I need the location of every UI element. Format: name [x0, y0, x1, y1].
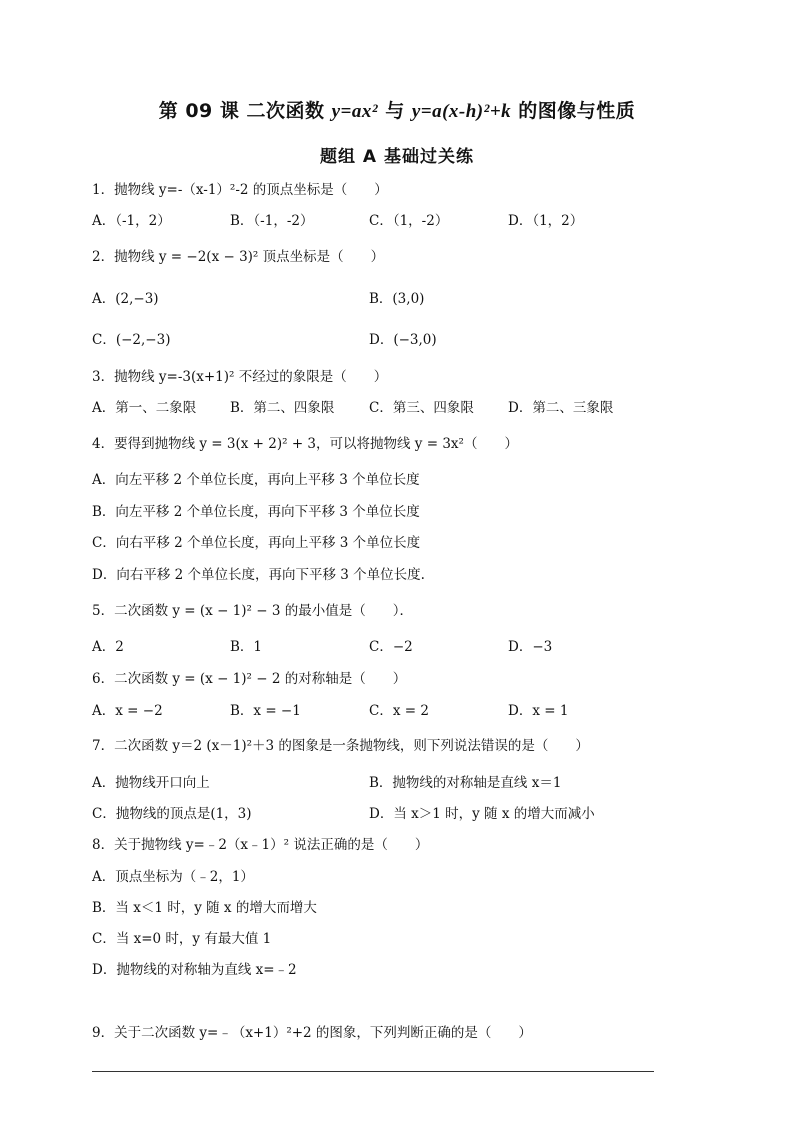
question-4-option-b: B．向左平移 2 个单位长度，再向下平移 3 个单位长度: [92, 504, 420, 520]
question-8-option-d: D．抛物线的对称轴为直线 x=﹣2: [92, 962, 297, 978]
question-2-option-c: C．(−2,−3): [92, 332, 171, 348]
question-3-option-c: C．第三、四象限: [369, 400, 474, 416]
title-suffix: 的图像与性质: [511, 100, 636, 122]
footer-divider: [92, 1071, 654, 1072]
question-6-option-c: C．x = 2: [369, 703, 429, 719]
question-5-option-d: D．−3: [508, 639, 553, 655]
question-7-option-a: A．抛物线开口向上: [92, 775, 210, 791]
page-title: [0, 96, 794, 123]
question-6-stem: 6．二次函数 y = (x − 1)² − 2 的对称轴是（ ）: [92, 671, 407, 687]
question-1-option-d: D．（1，2）: [508, 213, 584, 229]
question-5-option-b: B．1: [230, 639, 263, 655]
title-equation-2: y=a(x-h)²+k: [411, 101, 512, 122]
question-2-option-d: D．(−3,0): [369, 332, 437, 348]
question-2-option-a: A．(2,−3): [92, 291, 159, 307]
section-subtitle: 题组 A 基础过关练: [320, 147, 474, 167]
title-equation-1: y=ax²: [331, 101, 379, 122]
question-1-option-b: B．（-1，-2）: [230, 213, 314, 229]
question-4-option-d: D．向右平移 2 个单位长度，再向下平移 3 个单位长度.: [92, 567, 425, 583]
question-8-stem: 8．关于抛物线 y=﹣2（x﹣1）² 说法正确的是（ ）: [92, 837, 429, 853]
question-9-stem: 9．关于二次函数 y=﹣（x+1）²+2 的图象，下列判断正确的是（ ）: [92, 1025, 532, 1041]
question-4-option-a: A．向左平移 2 个单位长度，再向上平移 3 个单位长度: [92, 472, 420, 488]
question-8-option-a: A．顶点坐标为（﹣2，1）: [92, 869, 254, 885]
title-mid: 与: [378, 100, 412, 122]
question-7-option-c: C．抛物线的顶点是(1，3): [92, 806, 252, 822]
question-4-stem: 4．要得到抛物线 y = 3(x + 2)² + 3，可以将抛物线 y = 3x²（ ）: [92, 436, 518, 452]
question-3-option-b: B．第二、四象限: [230, 400, 335, 416]
question-6-option-d: D．x = 1: [508, 703, 569, 719]
question-5-option-c: C．−2: [369, 639, 413, 655]
question-8-option-b: B．当 x＜1 时，y 随 x 的增大而增大: [92, 900, 317, 916]
question-6-option-a: A．x = −2: [92, 703, 163, 719]
question-2-option-b: B．(3,0): [369, 291, 425, 307]
question-2-stem: 2．抛物线 y = −2(x − 3)² 顶点坐标是（ ）: [92, 249, 385, 265]
question-3-option-a: A．第一、二象限: [92, 400, 197, 416]
question-1-option-a: A．（-1，2）: [92, 213, 171, 229]
question-1-stem: 1．抛物线 y=-（x-1）²-2 的顶点坐标是（ ）: [92, 182, 388, 198]
question-1-option-c: C．（1，-2）: [369, 213, 449, 229]
question-5-stem: 5．二次函数 y = (x − 1)² − 3 的最小值是（ ）．: [92, 603, 413, 619]
question-5-option-a: A．2: [92, 639, 124, 655]
question-6-option-b: B．x = −1: [230, 703, 301, 719]
question-8-option-c: C．当 x=0 时，y 有最大值 1: [92, 931, 272, 947]
question-4-option-c: C．向右平移 2 个单位长度，再向上平移 3 个单位长度: [92, 535, 421, 551]
question-7-stem: 7．二次函数 y＝2 (x－1)²＋3 的图象是一条抛物线，则下列说法错误的是（ ）: [92, 738, 589, 754]
title-prefix: 第 09 课 二次函数: [158, 100, 332, 122]
question-3-stem: 3．抛物线 y=-3(x+1)² 不经过的象限是（ ）: [92, 369, 388, 385]
question-3-option-d: D．第二、三象限: [508, 400, 614, 416]
question-7-option-d: D．当 x＞1 时，y 随 x 的增大而减小: [369, 806, 595, 822]
question-7-option-b: B．抛物线的对称轴是直线 x＝1: [369, 775, 562, 791]
